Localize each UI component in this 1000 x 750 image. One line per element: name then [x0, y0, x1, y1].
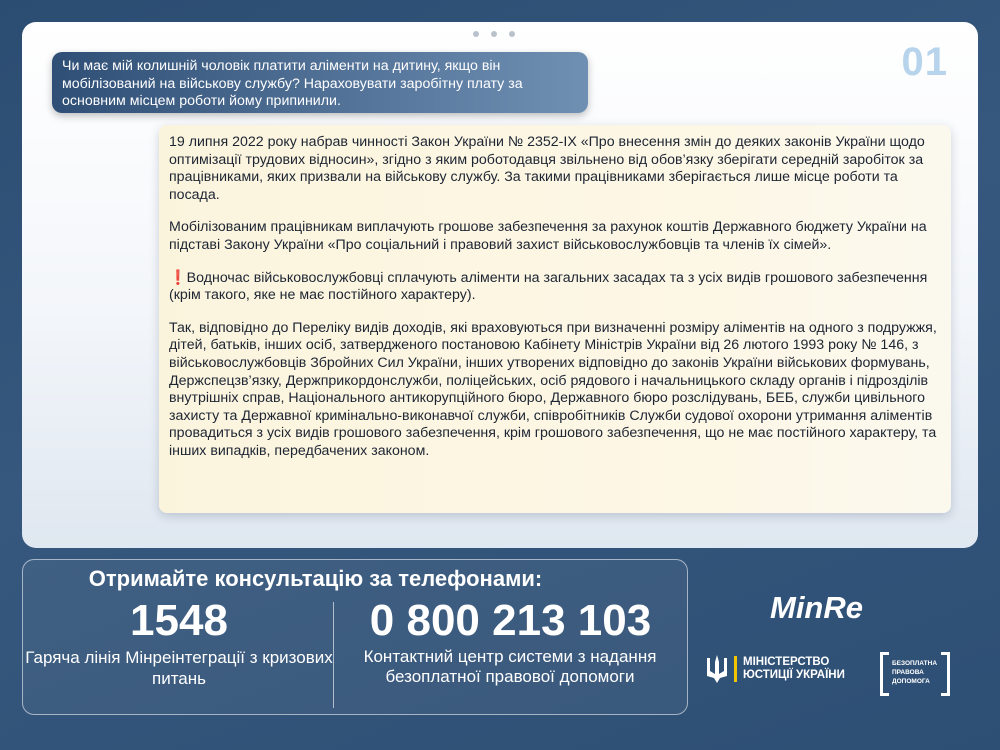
minre-logo: MinRe — [770, 590, 863, 625]
ministry-accent-bar — [734, 656, 737, 682]
answer-paragraph-4: Так, відповідно до Переліку видів доходів, які враховуються при визначенні розміру аліментів на одного з подружжя, дітей, батьків, інших осіб, затвердженого постановою Кабінету Міністрів України від 26 лютого 1993 року № 146, з військовослужбовців Збройних Сил України, інших утворених відповідно до законів України військових формувань, Держспецзв’язку, Держприкордонслужби, поліцейських, осіб рядового і начальницького складу органів і підрозділів внутрішніх справ, Національного антикорупційного бюро, Державного бюро розслідувань, БЕБ, служби цивільного захисту та Державної кримінально-виконавчої служби, співробітників Служби судової охорони утримання аліментів провадиться з усіх видів грошового забезпечення, крім грошового забезпечення, що не має постійного характеру, та інших випадків, передбачених законом. — [169, 319, 937, 459]
contact-title: Отримайте консультацію за телефонами: — [88, 566, 543, 591]
legal-center-number[interactable]: 0 800 213 103 — [369, 596, 652, 645]
legal-aid-text — [892, 659, 942, 686]
hotline-description: Гаряча лінія Мінреінтеграції з кризових питань — [25, 648, 333, 688]
ministry-line-1: МІНІСТЕРСТВО — [743, 656, 830, 668]
answer-paragraph-2: Мобілізованим працівникам виплачують грошове забезпечення за рахунок коштів Державного бюджету України на підставі Закону України «Про соціальний і правовий захист військовослужбовців та членів їх сімей». — [169, 219, 927, 253]
bracket-right-icon — [941, 652, 950, 696]
dot-icon — [473, 31, 479, 37]
answer-paragraph-3-text: Водночас військовослужбовці сплачують аліменти на загальних засадах та з усіх видів грошового забезпечення (крім такого, яке не має постійного характеру). — [169, 269, 928, 304]
dot-icon — [509, 31, 515, 37]
answer-paragraph-3 — [169, 270, 941, 305]
dots-indicator — [473, 31, 515, 37]
exclamation-icon: ❗ — [169, 269, 187, 286]
legal-aid-line-1: БЕЗОПЛАТНА — [892, 660, 938, 667]
legal-aid-logo — [880, 652, 950, 700]
question-bubble: Чи має мій колишній чоловік платити аліменти на дитину, якщо він мобілізований на військову службу? Нараховувати заробітну плату за основним місцем роботи йому припинили. — [52, 52, 588, 113]
hotline-number[interactable]: 1548 — [130, 596, 228, 645]
bracket-left-icon — [880, 652, 889, 696]
legal-aid-line-3: ДОПОМОГА — [892, 678, 930, 685]
legal-center-description: Контактний центр системи з надання безоплатної правової допомоги — [363, 647, 657, 686]
answer-bubble — [159, 125, 951, 513]
ministry-line-2: ЮСТИЦІЇ УКРАЇНИ — [743, 669, 845, 681]
divider — [333, 602, 334, 708]
card-number: 01 — [901, 40, 948, 84]
dot-icon — [491, 31, 497, 37]
legal-aid-line-2: ПРАВОВА — [892, 669, 924, 676]
ministry-of-justice-logo — [706, 654, 845, 684]
info-card — [22, 22, 978, 548]
trident-icon — [706, 654, 728, 684]
answer-paragraph-1: 19 липня 2022 року набрав чинності Закон України № 2352-IX «Про внесення змін до деяких законів України щодо оптимізації трудових відносин», згідно з яким роботодавця звільнено від обов’язку зберігати середній заробіток за працівниками, яких призвали на військову службу. За такими працівниками зберігається лише місце роботи та посада. — [169, 134, 925, 203]
contact-panel — [22, 559, 688, 715]
ministry-text — [743, 656, 845, 682]
